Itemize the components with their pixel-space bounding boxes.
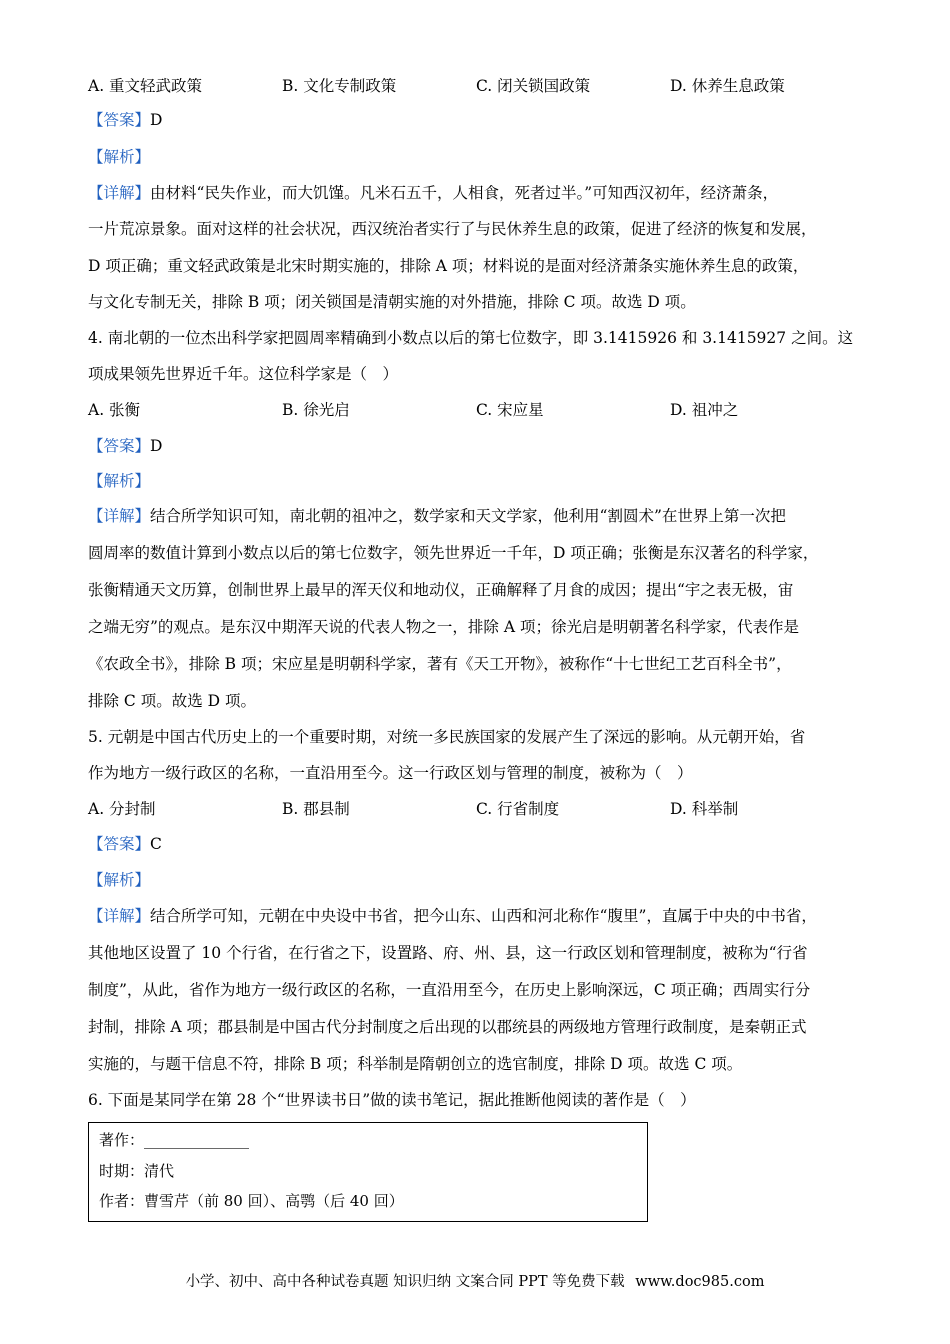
answer-tag: 【答案】 <box>88 111 151 129</box>
q6-stem: 6. 下面是某同学在第 28 个“世界读书日”做的读书笔记，据此推断他阅读的著作是（ ） <box>88 1091 696 1109</box>
answer-tag: 【答案】 <box>88 437 151 455</box>
q3-option-d: D. 休养生息政策 <box>670 77 785 95</box>
note-period-line: 时期：清代 <box>99 1162 175 1180</box>
q5-detail-line: 封制，排除 A 项；郡县制是中国古代分封制度之后出现的以郡统县的两级地方管理行政制度，是秦朝正式 <box>88 1018 807 1036</box>
answer-value: C <box>150 835 162 853</box>
q4-analysis-tag: 【解析】 <box>88 472 151 490</box>
q3-detail-line: 一片荒凉景象。面对这样的社会状况，西汉统治者实行了与民休养生息的政策，促进了经济的恢复和发展， <box>88 220 817 238</box>
q3-answer <box>88 110 162 130</box>
detail-text: 由材料“民失作业，而大饥馑。凡米石五千，人相食，死者过半。”可知西汉初年，经济萧条， <box>150 184 779 202</box>
q5-answer <box>88 834 162 854</box>
answer-value: D <box>150 437 163 455</box>
q4-option-b: B. 徐光启 <box>282 401 350 419</box>
q3-analysis-tag: 【解析】 <box>88 148 151 166</box>
q4-option-c: C. 宋应星 <box>476 401 544 419</box>
q4-detail-line: 圆周率的数值计算到小数点以后的第七位数字，领先世界近一千年，D 项正确；张衡是东汉著名的科学家， <box>88 544 819 562</box>
q3-detail-line: 与文化专制无关，排除 B 项；闭关锁国是清朝实施的对外措施，排除 C 项。故选 D 项。 <box>88 293 696 311</box>
q4-option-a: A. 张衡 <box>88 401 141 419</box>
q3-detail-line <box>88 183 778 203</box>
q3-option-a: A. 重文轻武政策 <box>88 77 203 95</box>
q5-option-a: A. 分封制 <box>88 800 156 818</box>
q4-detail-line: 之端无穷”的观点。是东汉中期浑天说的代表人物之一，排除 A 项；徐光启是明朝著名科学家，代表作是 <box>88 618 799 636</box>
detail-text: 结合所学可知，元朝在中央设中书省，把今山东、山西和河北称作“腹里”，直属于中央的中书省， <box>150 907 817 925</box>
q5-stem-line: 作为地方一级行政区的名称，一直沿用至今。这一行政区划与管理的制度，被称为（ ） <box>88 764 693 782</box>
answer-tag: 【答案】 <box>88 835 151 853</box>
detail-tag: 【详解】 <box>88 907 151 925</box>
q5-detail-line: 实施的，与题干信息不符，排除 B 项；科举制是隋朝创立的选官制度，排除 D 项。故选 C 项。 <box>88 1055 743 1073</box>
q3-option-c: C. 闭关锁国政策 <box>476 77 591 95</box>
q4-option-d: D. 祖冲之 <box>670 401 739 419</box>
detail-text: 结合所学知识可知，南北朝的祖冲之，数学家和天文学家，他利用“割圆术”在世界上第一次把 <box>150 507 786 525</box>
q3-option-b: B. 文化专制政策 <box>282 77 397 95</box>
q4-detail-line <box>88 506 786 526</box>
q4-stem-line: 项成果领先世界近千年。这位科学家是（ ） <box>88 365 399 383</box>
q5-option-c: C. 行省制度 <box>476 800 560 818</box>
reading-note-box <box>88 1122 648 1222</box>
detail-tag: 【详解】 <box>88 184 151 202</box>
detail-tag: 【详解】 <box>88 507 151 525</box>
q4-detail-line: 张衡精通天文历算，创制世界上最早的浑天仪和地动仪，正确解释了月食的成因；提出“宇之表无极，宙 <box>88 581 794 599</box>
q5-detail-line <box>88 906 817 926</box>
note-work-line: 著作：______________ <box>99 1131 250 1149</box>
answer-value: D <box>150 111 163 129</box>
q4-answer <box>88 436 162 456</box>
q4-stem-line: 4. 南北朝的一位杰出科学家把圆周率精确到小数点以后的第七位数字，即 3.1415926 和 3.1415927 之间。这 <box>88 329 854 347</box>
footer-url[interactable]: www.doc985.com <box>635 1274 765 1290</box>
q4-detail-line: 排除 C 项。故选 D 项。 <box>88 692 256 710</box>
q5-option-d: D. 科举制 <box>670 800 739 818</box>
q3-detail-line: D 项正确；重文轻武政策是北宋时期实施的，排除 A 项；材料说的是面对经济萧条实施休养生息的政策， <box>88 257 809 275</box>
q4-detail-line: 《农政全书》，排除 B 项；宋应星是明朝科学家，著有《天工开物》，被称作“十七世纪工艺百科全书”， <box>88 655 792 673</box>
q5-detail-line: 制度”，从此，省作为地方一级行政区的名称，一直沿用至今，在历史上影响深远，C 项正确；西周实行分 <box>88 981 811 999</box>
q5-stem-line: 5. 元朝是中国古代历史上的一个重要时期，对统一多民族国家的发展产生了深远的影响。从元朝开始，省 <box>88 728 806 746</box>
q5-analysis-tag: 【解析】 <box>88 871 151 889</box>
note-author-line: 作者：曹雪芹（前 80 回）、高鹗（后 40 回） <box>99 1192 404 1210</box>
q5-option-b: B. 郡县制 <box>282 800 350 818</box>
q5-detail-line: 其他地区设置了 10 个行省，在行省之下，设置路、府、州、县，这一行政区划和管理制度，被称为“行省 <box>88 944 808 962</box>
page-footer <box>0 1270 950 1291</box>
footer-text: 小学、初中、高中各种试卷真题 知识归纳 文案合同 PPT 等免费下载 <box>185 1274 625 1290</box>
